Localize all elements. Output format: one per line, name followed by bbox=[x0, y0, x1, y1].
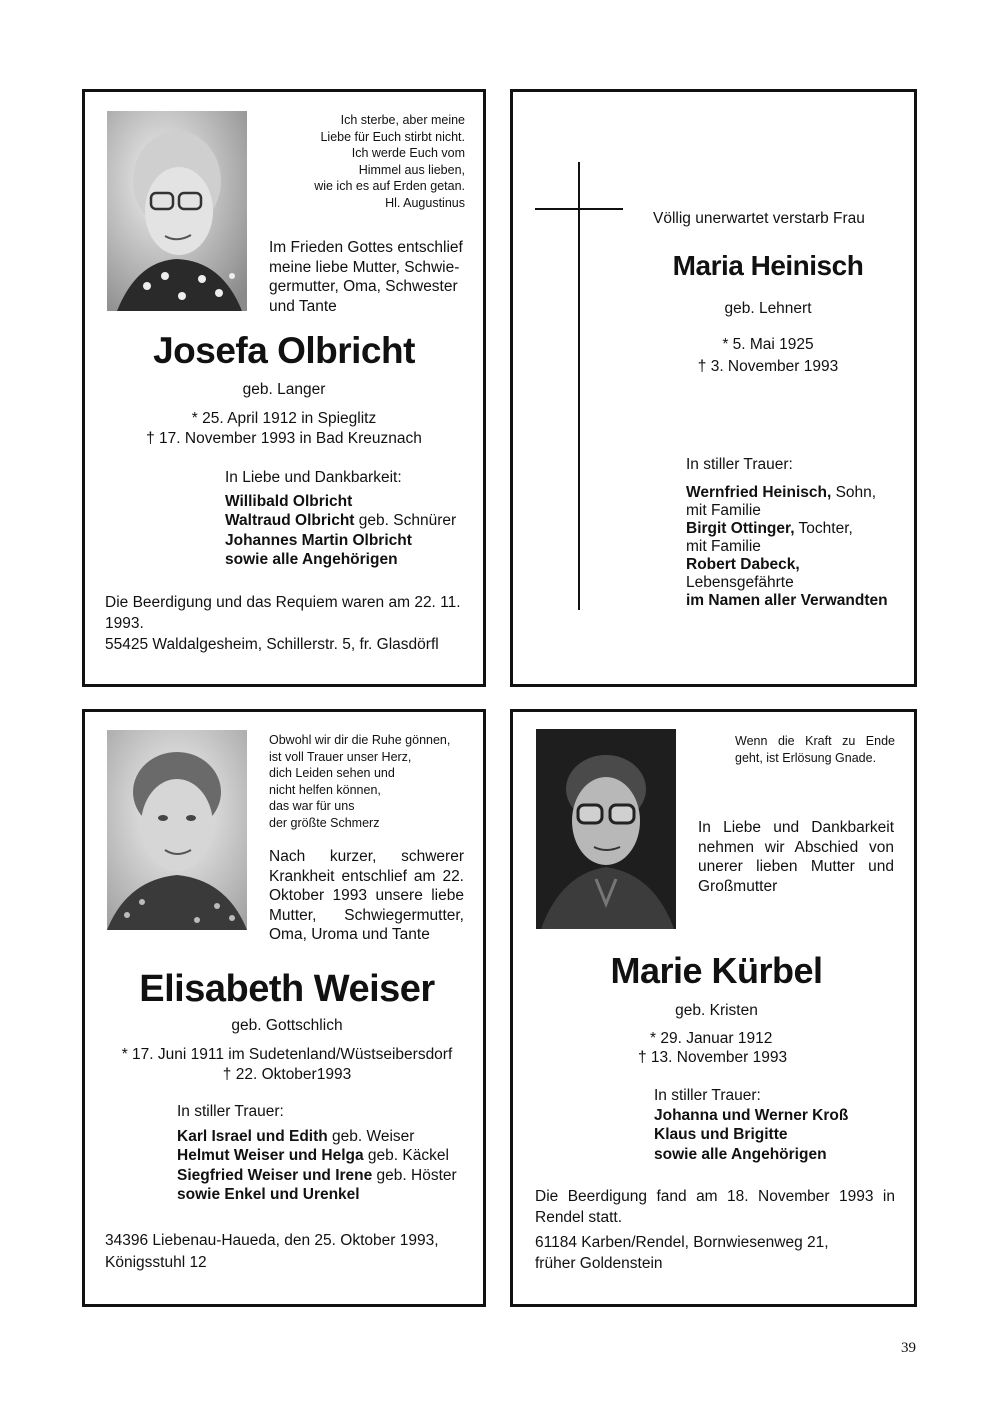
deceased-name: Josefa Olbricht bbox=[153, 330, 415, 371]
funeral-info: Die Beerdigung und das Requiem waren am 22. 11. 1993. 55425 Waldalgesheim, Schillerstr. 5, fr. Glasdörfl bbox=[105, 594, 461, 653]
obituary-marie-kuerbel bbox=[510, 709, 917, 1307]
birth-date: * 25. April 1912 in Spieglitz bbox=[191, 410, 377, 427]
mourners-block: In Liebe und Dankbarkeit: Willibald Olbricht Waltraud Olbricht geb. Schnürer Johannes Martin Olbricht sowie alle Angehörigen bbox=[225, 468, 485, 570]
intro-text: Völlig unerwartet verstarb Frau bbox=[653, 210, 865, 227]
maiden-name: geb. Kristen bbox=[675, 1002, 758, 1019]
maiden-name: geb. Langer bbox=[242, 381, 326, 398]
motto-quote: Obwohl wir dir die Ruhe gönnen, ist voll Trauer unser Herz, dich Leiden sehen und nicht helfen können, das war für uns der größte Schmerz bbox=[269, 733, 451, 830]
maiden-name: geb. Lehnert bbox=[724, 300, 812, 317]
portrait-photo-marie bbox=[536, 729, 676, 929]
mourners-block: In stiller Trauer: Johanna und Werner Kroß Klaus und Brigitte sowie alle Angehörigen bbox=[654, 1086, 914, 1164]
deceased-name: Elisabeth Weiser bbox=[139, 968, 435, 1010]
motto-quote: Wenn die Kraft zu Ende geht, ist Erlösung Gnade. bbox=[735, 734, 895, 765]
birth-date: * 29. Januar 1912 bbox=[650, 1030, 773, 1047]
address-info: 34396 Liebenau-Haueda, den 25. Oktober 1993, Königsstuhl 12 bbox=[105, 1232, 439, 1271]
portrait-photo-elisabeth bbox=[107, 730, 247, 930]
death-date: † 22. Oktober1993 bbox=[222, 1066, 352, 1083]
portrait-photo-josefa bbox=[107, 111, 247, 311]
intro-text: In Liebe und Dankbarkeit nehmen wir Abschied von unerer lieben Mutter und Großmutter bbox=[698, 819, 894, 895]
deceased-name: Marie Kürbel bbox=[610, 950, 823, 991]
mourners-block: In stiller Trauer: Karl Israel und Edith geb. Weiser Helmut Weiser und Helga geb. Käckel Siegfried Weiser und Irene geb. Höster sowie Enkel und Urenkel bbox=[177, 1102, 477, 1205]
death-date: † 13. November 1993 bbox=[638, 1049, 788, 1066]
intro-text: Im Frieden Gottes entschlief meine liebe Mutter, Schwie- germutter, Oma, Schwester und Tante bbox=[269, 239, 463, 315]
obituary-maria-heinisch bbox=[510, 89, 917, 687]
death-date: † 3. November 1993 bbox=[697, 358, 839, 375]
birth-date: * 5. Mai 1925 bbox=[722, 336, 814, 353]
mourners-heading: In Liebe und Dankbarkeit: bbox=[225, 469, 402, 486]
intro-text: Nach kurzer, schwerer Krankheit entschlief am 22. Oktober 1993 unsere liebe Mutter, Schwiegermutter, Oma, Uroma und Tante bbox=[269, 848, 464, 943]
motto-quote: Ich sterbe, aber meine Liebe für Euch stirbt nicht. Ich werde Euch vom Himmel aus lieben, wie ich es auf Erden getan. Hl. Augustinus bbox=[314, 113, 465, 210]
mourners-heading: In stiller Trauer: bbox=[177, 1103, 284, 1120]
mourners-heading: In stiller Trauer: bbox=[654, 1087, 761, 1104]
obituary-elisabeth-weiser bbox=[82, 709, 486, 1307]
death-date: † 17. November 1993 in Bad Kreuznach bbox=[146, 430, 422, 447]
funeral-info: Die Beerdigung fand am 18. November 1993 in Rendel statt. 61184 Karben/Rendel, Bornwiesenweg 21, früher Goldenstein bbox=[535, 1188, 895, 1272]
page-number: 39 bbox=[901, 1340, 916, 1356]
cross-symbol bbox=[535, 162, 623, 610]
obituary-josefa-olbricht bbox=[82, 89, 486, 687]
deceased-name: Maria Heinisch bbox=[672, 250, 864, 281]
mourners-block: In stiller Trauer: Wernfried Heinisch, Sohn, mit Familie Birgit Ottinger, Tochter, mit Familie Robert Dabeck, Lebensgefährte im Namen aller Verwandten bbox=[686, 456, 916, 610]
mourners-heading: In stiller Trauer: bbox=[686, 456, 793, 473]
maiden-name: geb. Gottschlich bbox=[231, 1017, 343, 1034]
birth-date: * 17. Juni 1911 im Sudetenland/Wüstseibersdorf bbox=[121, 1046, 453, 1063]
